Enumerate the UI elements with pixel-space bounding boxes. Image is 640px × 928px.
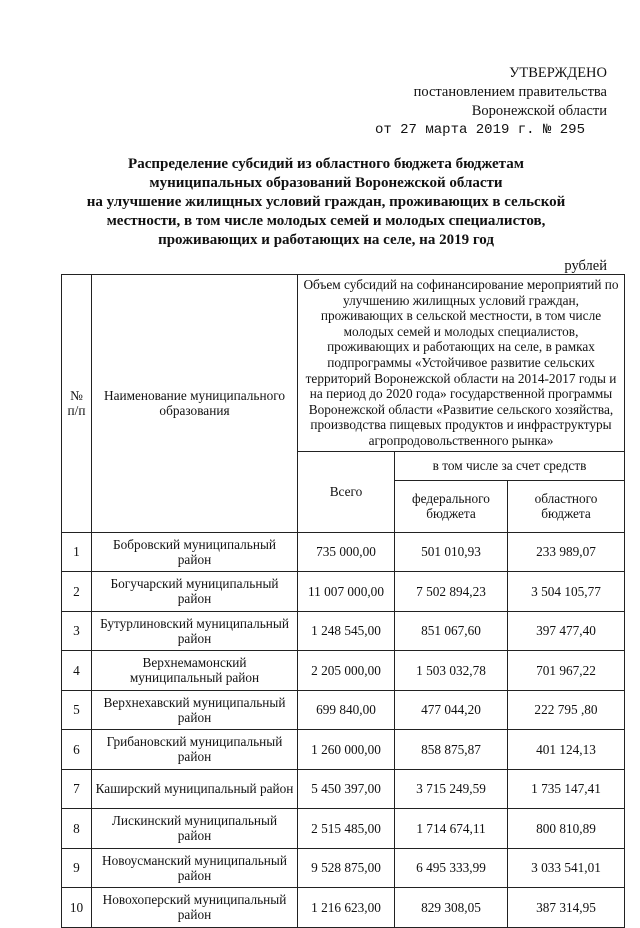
row-regional: 3 033 541,01 [508,848,625,888]
header-name: Наименование муниципального образования [92,275,298,533]
title-line: проживающих и работающих на селе, на 2019 год [158,232,494,248]
row-regional: 233 989,07 [508,532,625,572]
table-row [62,572,625,612]
row-total: 11 007 000,00 [298,572,395,612]
row-regional: 397 477,40 [508,611,625,651]
table-row [62,769,625,809]
row-regional: 401 124,13 [508,730,625,770]
header-including: в том числе за счет средств [395,451,625,480]
row-municipality-name: Богучарский муниципальный район [92,572,298,612]
row-municipality-name: Каширский муниципальный район [92,769,298,809]
document-title [70,155,582,250]
row-federal: 1 503 032,78 [395,651,508,691]
row-federal: 1 714 674,11 [395,809,508,849]
row-federal: 7 502 894,23 [395,572,508,612]
row-number: 9 [62,848,92,888]
table-row [62,690,625,730]
title-line: муниципальных образований Воронежской области [149,175,503,191]
approval-line-region: Воронежской области [471,103,607,119]
row-regional: 701 967,22 [508,651,625,691]
row-municipality-name: Грибановский муниципальный район [92,730,298,770]
header-regional: областного бюджета [508,480,625,532]
title-line: Распределение субсидий из областного бюджета бюджетам [128,156,524,172]
row-number: 6 [62,730,92,770]
table-row [62,848,625,888]
row-total: 699 840,00 [298,690,395,730]
row-regional: 387 314,95 [508,888,625,928]
title-line: местности, в том числе молодых семей и молодых специалистов, [106,213,546,229]
header-row [62,275,625,452]
row-total: 2 205 000,00 [298,651,395,691]
row-federal: 829 308,05 [395,888,508,928]
row-number: 7 [62,769,92,809]
row-number: 3 [62,611,92,651]
table-row [62,888,625,928]
row-municipality-name: Верхнехавский муниципальный район [92,690,298,730]
row-municipality-name: Бобровский муниципальный район [92,532,298,572]
approval-line-approved: УТВЕРЖДЕНО [509,65,607,81]
row-total: 5 450 397,00 [298,769,395,809]
row-number: 2 [62,572,92,612]
row-regional: 3 504 105,77 [508,572,625,612]
row-total: 9 528 875,00 [298,848,395,888]
header-total: Всего [298,451,395,532]
row-federal: 477 044,20 [395,690,508,730]
row-federal: 851 067,60 [395,611,508,651]
approval-line-decree: постановлением правительства [413,84,607,100]
row-federal: 3 715 249,59 [395,769,508,809]
row-federal: 858 875,87 [395,730,508,770]
table-row [62,809,625,849]
row-total: 1 260 000,00 [298,730,395,770]
row-total: 2 515 485,00 [298,809,395,849]
row-total: 1 216 623,00 [298,888,395,928]
row-number: 1 [62,532,92,572]
row-municipality-name: Новоусманский муниципальный район [92,848,298,888]
row-municipality-name: Лискинский муниципальный район [92,809,298,849]
header-description: Объем субсидий на софинансирование мероприятий по улучшению жилищных условий граждан, проживающих в сельской местности, в том числе молодых семей и молодых специалистов, проживающих и работающих на селе, в рамках подпрограммы «Устойчивое развитие сельских территорий Воронежской области на 2014-2017 годы и на период до 2020 года» государственной программы Воронежской области «Развитие сельского хозяйства, производства пищевых продуктов и инфраструктуры агропродовольственного рынка» [298,275,625,452]
row-municipality-name: Бутурлиновский муниципальный район [92,611,298,651]
row-total: 735 000,00 [298,532,395,572]
row-total: 1 248 545,00 [298,611,395,651]
row-number: 5 [62,690,92,730]
row-municipality-name: Верхнемамонский муниципальный район [92,651,298,691]
row-federal: 6 495 333,99 [395,848,508,888]
row-number: 4 [62,651,92,691]
table-row [62,730,625,770]
approval-stamp [375,64,607,140]
row-number: 8 [62,809,92,849]
title-line: на улучшение жилищных условий граждан, проживающих в сельской [86,194,566,210]
subsidy-table [61,274,625,928]
row-regional: 1 735 147,41 [508,769,625,809]
currency-units: рублей [564,258,607,274]
table-row [62,532,625,572]
header-federal: федерального бюджета [395,480,508,532]
approval-line-date: от 27 марта 2019 г. № 295 [374,122,585,138]
header-num: № п/п [62,275,92,533]
row-federal: 501 010,93 [395,532,508,572]
row-number: 10 [62,888,92,928]
row-regional: 222 795 ,80 [508,690,625,730]
row-municipality-name: Новохоперский муниципальный район [92,888,298,928]
table-row [62,651,625,691]
row-regional: 800 810,89 [508,809,625,849]
table-row [62,611,625,651]
